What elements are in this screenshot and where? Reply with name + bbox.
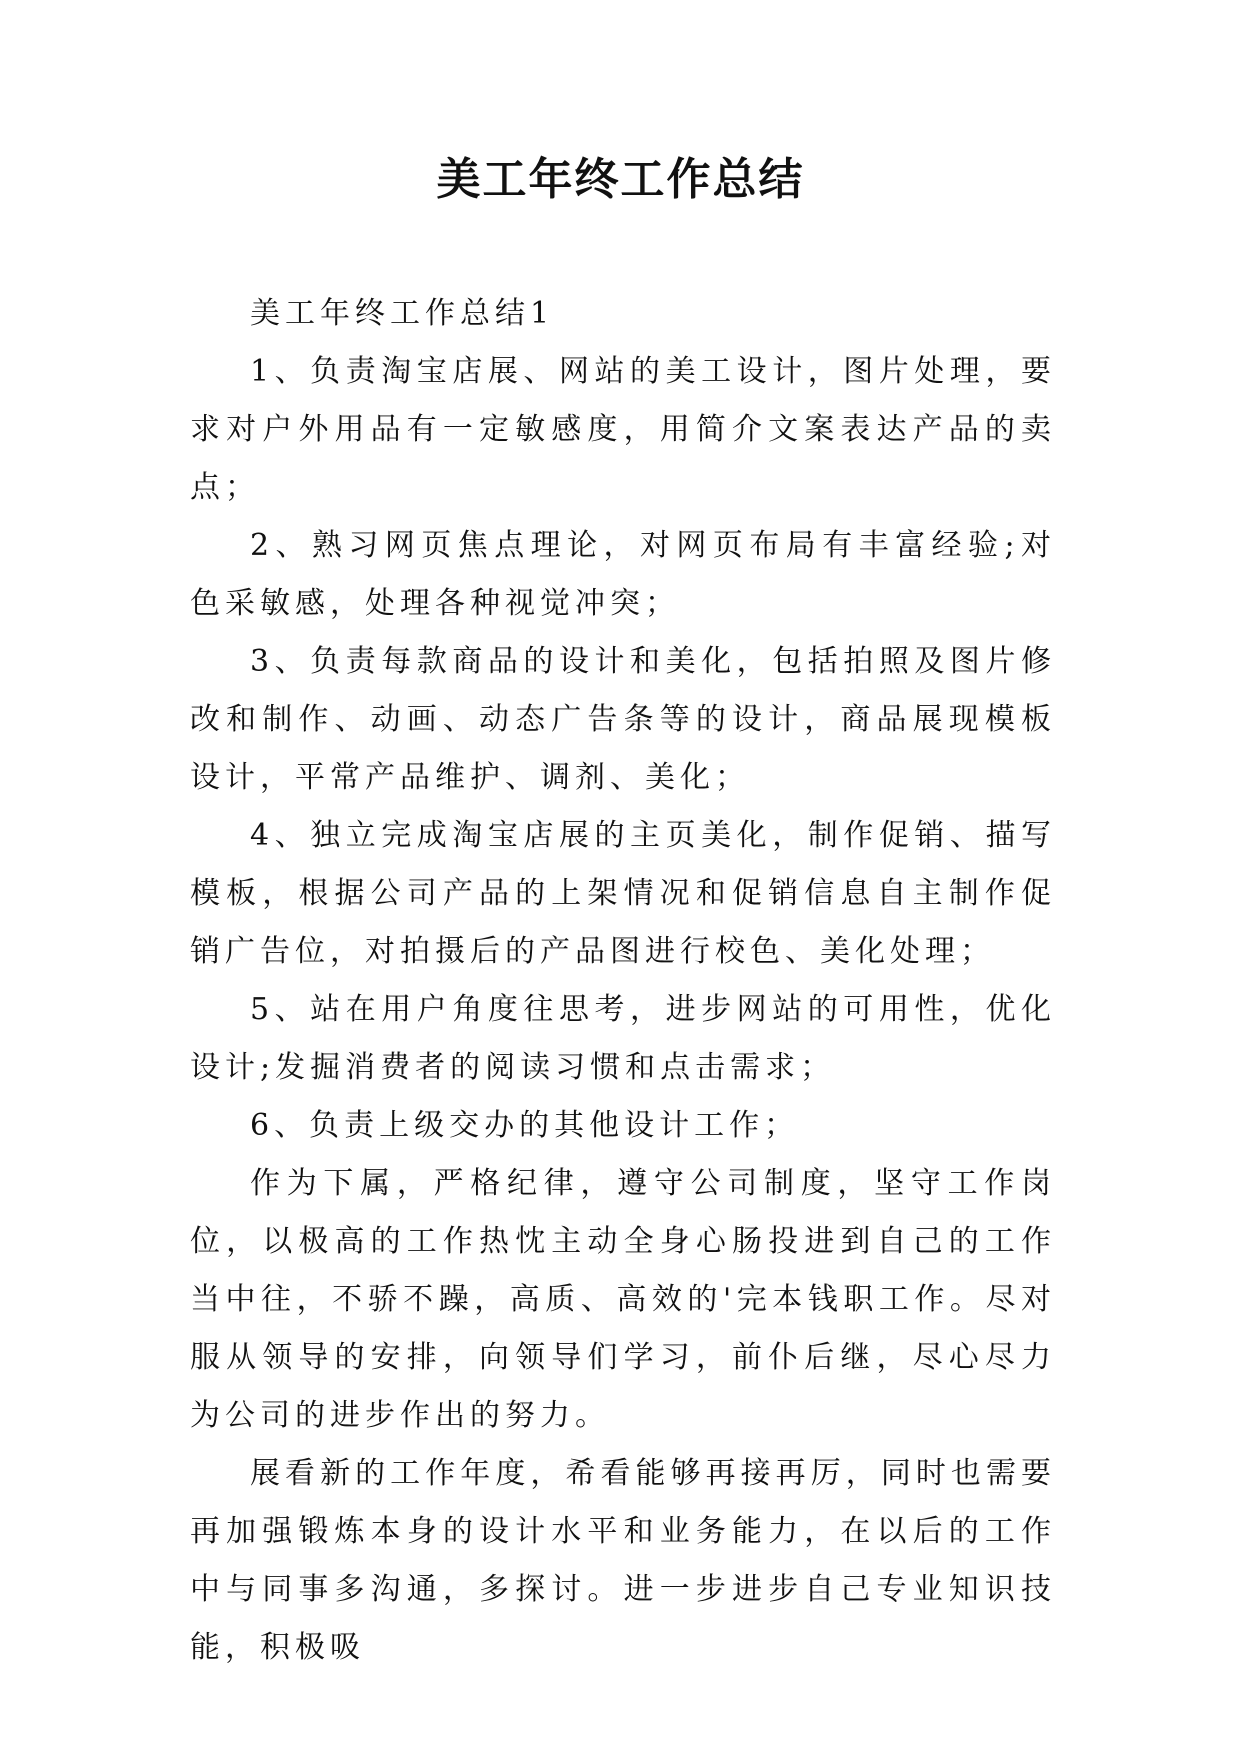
paragraph-item-6: 6、负责上级交办的其他设计工作；: [250, 1108, 800, 1143]
paragraph-heading: 美工年终工作总结1: [250, 296, 555, 331]
paragraph-item-3: 3、负责每款商品的设计和美化，包括拍照及图片修改和制作、动画、动态广告条等的设计，商品展现模板设计，平常产品维护、调剂、美化；: [190, 644, 1056, 795]
paragraph-item-2: 2、熟习网页焦点理论，对网页布局有丰富经验;对色采敏感，处理各种视觉冲突；: [190, 528, 1056, 621]
paragraph-item-5: 5、站在用户角度往思考，进步网站的可用性，优化设计;发掘消费者的阅读习惯和点击需求；: [190, 992, 1056, 1085]
paragraph-item-4: 4、独立完成淘宝店展的主页美化，制作促销、描写模板，根据公司产品的上架情况和促销信息自主制作促销广告位，对拍摄后的产品图进行校色、美化处理；: [190, 818, 1056, 969]
document-title: 美工年终工作总结: [436, 154, 805, 205]
paragraph-conduct: 作为下属，严格纪律，遵守公司制度，坚守工作岗位，以极高的工作热忱主动全身心肠投进到自己的工作当中往，不骄不躁，高质、高效的'完本钱职工作。尽对服从领导的安排，向领导们学习，前仆后继，尽心尽力为公司的进步作出的努力。: [190, 1166, 1056, 1433]
document-body: [190, 285, 1056, 1677]
paragraph-outlook: 展看新的工作年度，希看能够再接再厉，同时也需要再加强锻炼本身的设计水平和业务能力，在以后的工作中与同事多沟通，多探讨。进一步进步自己专业知识技能，积极吸: [190, 1456, 1056, 1665]
paragraph-item-1: 1、负责淘宝店展、网站的美工设计，图片处理，要求对户外用品有一定敏感度，用简介文案表达产品的卖点；: [190, 354, 1056, 505]
